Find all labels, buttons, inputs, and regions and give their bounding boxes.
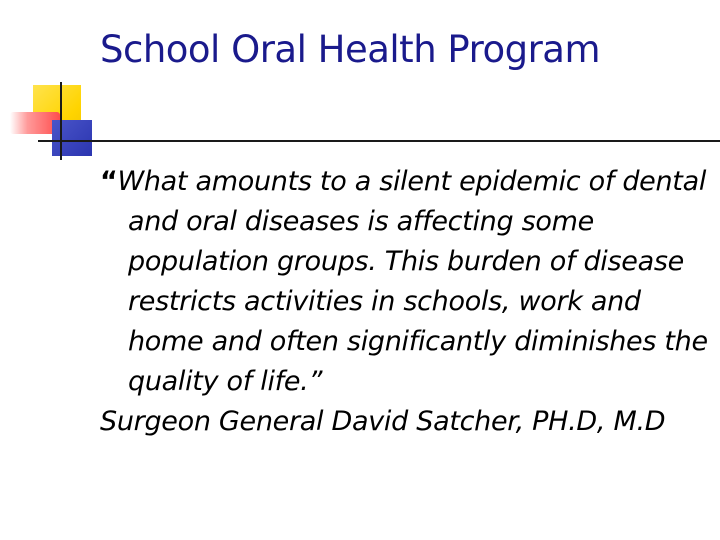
quote-text: What amounts to a silent epidemic of dental and oral diseases is affecting some population groups. This burden of disease restricts activities in schools, work and home and often significantly diminishes the quality of life.” (117, 166, 708, 397)
decorative-blue-square (52, 120, 92, 156)
attribution-text: Surgeon General David Satcher, PH.D, M.D (100, 406, 666, 437)
slide-body (100, 162, 710, 442)
quote-paragraph (100, 162, 710, 402)
decorative-vertical-line (60, 82, 62, 160)
slide-title: School Oral Health Program (100, 28, 601, 71)
quote-mark: “ (100, 166, 118, 197)
title-divider-line (38, 140, 720, 142)
